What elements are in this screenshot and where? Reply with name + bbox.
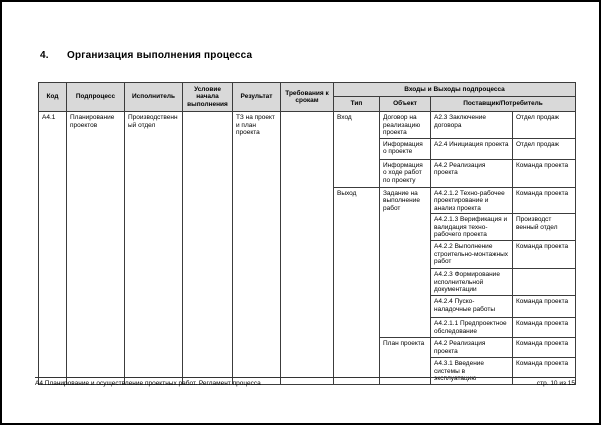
cell-io-supplier: А4.2.4 Пуско-наладочные работы [431,296,513,318]
cell-io-consumer: Команда проекта [513,296,576,318]
cell-io-consumer [513,269,576,296]
cell-io-supplier: А4.2.1.1 Предпроектное обследование [431,318,513,338]
col-header-io-object: Объект [380,97,431,112]
cell-io-supplier: А4.2 Реализация проекта [431,159,513,187]
cell-executor: Производственный отдел [125,112,183,385]
cell-io-consumer: Отдел продаж [513,112,576,139]
col-header-deadline-requirements: Требования к срокам [281,83,334,112]
cell-io-type-output: Выход [334,187,380,384]
col-header-supplier-consumer: Поставщик/Потребитель [431,97,576,112]
cell-io-supplier: А4.2.3 Формирование исполнительной документации [431,269,513,296]
cell-code: А4.1 [39,112,67,385]
col-header-start-condition: Условие начала выполнения [183,83,233,112]
cell-io-supplier: А4.3.1 Введение системы в эксплуатацию [431,358,513,385]
cell-io-consumer: Команда проекта [513,358,576,385]
cell-io-supplier: А4.2 Реализация проекта [431,338,513,358]
table-row [39,112,576,139]
footer-page-number: стр. 10 из 15 [536,380,575,387]
cell-io-object: Задание на выполнение работ [380,187,431,338]
cell-io-supplier: А2.4 Инициация проекта [431,138,513,159]
section-title [40,50,252,61]
col-header-result: Результат [233,83,281,112]
page-footer [35,377,575,387]
col-header-io-type: Тип [334,97,380,112]
cell-io-object: Информация о проекте [380,138,431,159]
section-number: 4. [40,50,49,61]
cell-io-consumer: Команда проекта [513,187,576,214]
cell-io-object: План проекта [380,338,431,385]
footer-document-title: А4 Планирование и осуществление проектных работ. Регламент процесса [35,380,261,387]
cell-io-supplier: А4.2.1.3 Верификация и валидация техно-рабочего проекта [431,214,513,241]
cell-deadline-requirements [281,112,334,385]
cell-io-consumer: Команда проекта [513,241,576,269]
section-title-text: Организация выполнения процесса [67,50,253,61]
col-header-io-group: Входы и Выходы подпроцесса [334,83,576,97]
cell-io-consumer: Команда проекта [513,159,576,187]
cell-io-supplier: А4.2.2 Выполнение строительно-монтажных работ [431,241,513,269]
cell-result: ТЗ на проект и план проекта [233,112,281,385]
cell-io-consumer: Производст венный отдел [513,214,576,241]
col-header-executor: Исполнитель [125,83,183,112]
cell-io-supplier: А4.2.1.2 Техно-рабочее проектирование и анализ проекта [431,187,513,214]
cell-io-consumer: Команда проекта [513,318,576,338]
cell-io-type-input: Вход [334,112,380,188]
cell-start-condition [183,112,233,385]
cell-io-object: Информация о ходе работ по проекту [380,159,431,187]
cell-io-object: Договор на реализацию проекта [380,112,431,139]
col-header-subprocess: Подпроцесс [67,83,125,112]
col-header-code: Код [39,83,67,112]
cell-subprocess: Планирование проектов [67,112,125,385]
cell-io-consumer: Команда проекта [513,338,576,358]
process-table [38,82,576,385]
cell-io-consumer: Отдел продаж [513,138,576,159]
cell-io-supplier: А2.3 Заключение договора [431,112,513,139]
